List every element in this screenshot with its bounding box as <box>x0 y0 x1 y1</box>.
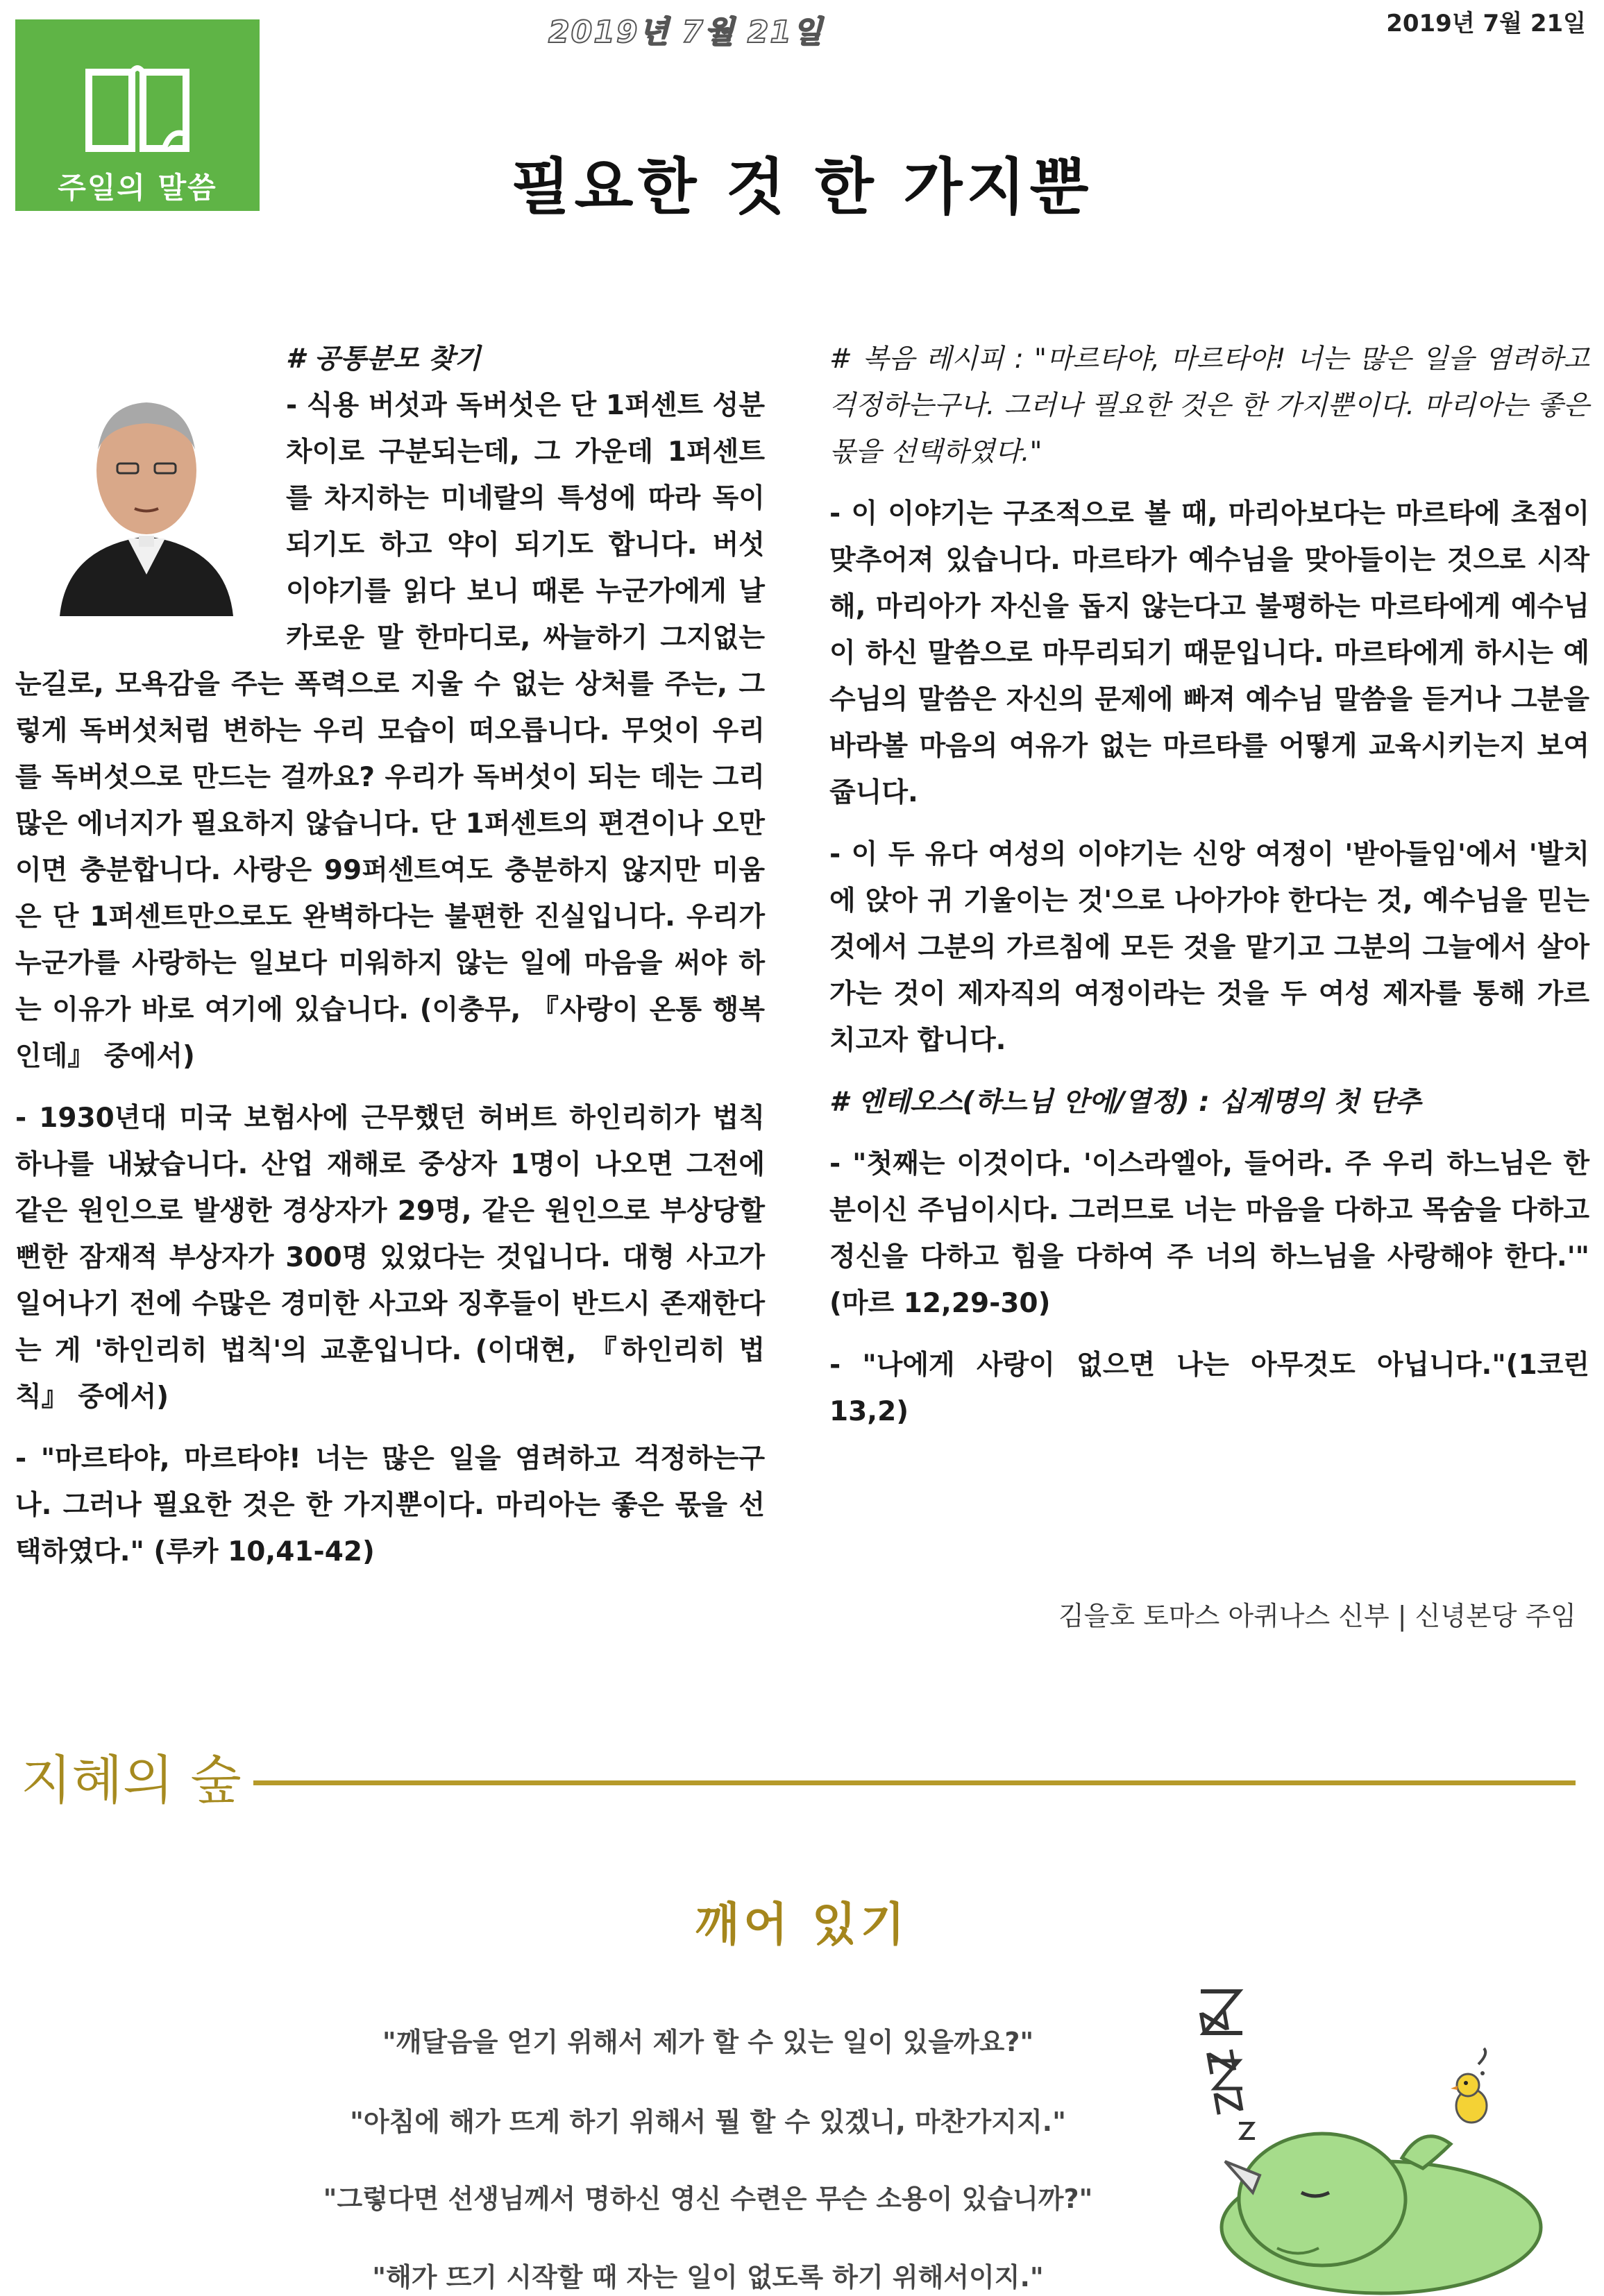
right-paragraph-2: - 이 두 유다 여성의 이야기는 신앙 여정이 '받아들임'에서 '발치에 앉아 귀 기울이는 것'으로 나아가야 한다는 것, 예수님을 믿는 것에서 그분의 가르침에 모든 것을 맡기고 그분의 그늘에서 살아가는 것이 제자직의 여정이라는 것을 두 여성 제자를 통해 가르치고자 합니다. <box>829 839 1589 1056</box>
ghost-date: 2019년 7월 21일 <box>548 15 824 50</box>
right-column <box>829 336 1589 1450</box>
right-paragraph-3: - "첫째는 이것이다. '이스라엘아, 들어라. 주 우리 하느님은 한 분이신 주님이시다. 그러므로 너는 마음을 다하고 목숨을 다하고 정신을 다하고 힘을 다하여 주 너의 하느님을 사랑해야 한다.'"(마르 12,29-30) <box>829 1148 1589 1319</box>
left-paragraph-1: - 식용 버섯과 독버섯은 단 1퍼센트 성분 차이로 구분되는데, 그 가운데 1퍼센트를 차지하는 미네랄의 특성에 따라 독이 되기도 하고 약이 되기도 합니다. 버섯 이야기를 읽다 보니 때론 누군가에게 날카로운 말 한마디로, 싸늘하기 그지없는 눈길로, 모욕감을 주는 폭력으로 지울 수 없는 상처를 주는, 그렇게 독버섯처럼 변하는 우리 모습이 떠오릅니다. 무엇이 우리를 독버섯으로 만드는 걸까요? 우리가 독버섯이 되는 데는 그리 많은 에너지가 필요하지 않습니다. 단 1퍼센트의 편견이나 오만이면 충분합니다. 사랑은 99퍼센트여도 충분하지 않지만 미움은 단 1퍼센트만으로도 완벽하다는 불편한 진실입니다. 우리가 누군가를 사랑하는 일보다 미워하지 않는 일에 마음을 써야 하는 이유가 바로 여기에 있습니다. (이충무, 『사랑이 온통 행복인데』 중에서) <box>15 390 765 1072</box>
issue-date: 2019년 7월 21일 <box>1386 10 1586 37</box>
right-lead: # 복음 레시피 : "마르타야, 마르타야! 너는 많은 일을 염려하고 걱정하는구나. 그러나 필요한 것은 한 가지뿐이다. 마리아는 좋은 몫을 선택하였다." <box>829 343 1589 468</box>
section-title: 지혜의 숲 <box>21 1749 242 1811</box>
section-subtitle: 깨어 있기 <box>695 1898 909 1951</box>
right-paragraph-4: - "나에게 사랑이 없으면 나는 아무것도 아닙니다."(1코린 13,2) <box>829 1350 1589 1427</box>
left-column <box>15 336 765 1590</box>
quote-line: "깨달음을 얻기 위해서 제가 할 수 있는 일이 있을까요?" <box>382 2027 1034 2057</box>
author-byline: 김을호 토마스 아퀴나스 신부 | 신녕본당 주임 <box>1058 1601 1576 1631</box>
left-heading: # 공통분모 찾기 <box>286 343 481 375</box>
sleeping-rhino-with-bird-icon <box>1173 1984 1589 2296</box>
right-heading-2: # 엔테오스(하느님 안에/열정) : 십계명의 첫 단추 <box>829 1087 1421 1118</box>
right-paragraph-1: - 이 이야기는 구조적으로 볼 때, 마리아보다는 마르타에 초점이 맞추어져 있습니다. 마르타가 예수님을 맞아들이는 것으로 시작해, 마리아가 자신을 돕지 않는다고 불평하는 마르타에게 예수님이 하신 말씀으로 마무리되기 때문입니다. 마르타에게 하시는 예수님의 말씀은 자신의 문제에 빠져 예수님 말씀을 듣거나 그분을 바라볼 마음의 여유가 없는 마르타를 어떻게 교육시키는지 보여줍니다. <box>829 498 1589 808</box>
badge-label: 주일의 말씀 <box>58 171 217 205</box>
quote-line: "그렇다면 선생님께서 명하신 영신 수련은 무슨 소용이 있습니까?" <box>323 2184 1093 2214</box>
portrait-spacer <box>15 336 286 641</box>
quote-line: "아침에 해가 뜨게 하기 위해서 뭘 할 수 있겠니, 마찬가지지." <box>350 2107 1066 2137</box>
left-paragraph-2: - 1930년대 미국 보험사에 근무했던 허버트 하인리히가 법칙 하나를 내놨습니다. 산업 재해로 중상자 1명이 나오면 그전에 같은 원인으로 발생한 경상자가 29명, 같은 원인으로 부상당할 뻔한 잠재적 부상자가 300명 있었다는 것입니다. 대형 사고가 일어나기 전에 수많은 경미한 사고와 징후들이 반드시 존재한다는 게 '하인리히 법칙'의 교훈입니다. (이대현, 『하인리히 법칙』 중에서) <box>15 1103 765 1413</box>
left-paragraph-3: - "마르타야, 마르타야! 너는 많은 일을 염려하고 걱정하는구나. 그러나 필요한 것은 한 가지뿐이다. 마리아는 좋은 몫을 선택하였다." (루카 10,41-42) <box>15 1443 765 1567</box>
section-divider <box>253 1780 1576 1785</box>
zzz-icon: z z z <box>1187 2003 1263 2119</box>
page-title: 필요한 것 한 가지뿐 <box>511 151 1093 223</box>
quote-line: "해가 뜨기 시작할 때 자는 일이 없도록 하기 위해서이지." <box>372 2262 1044 2293</box>
